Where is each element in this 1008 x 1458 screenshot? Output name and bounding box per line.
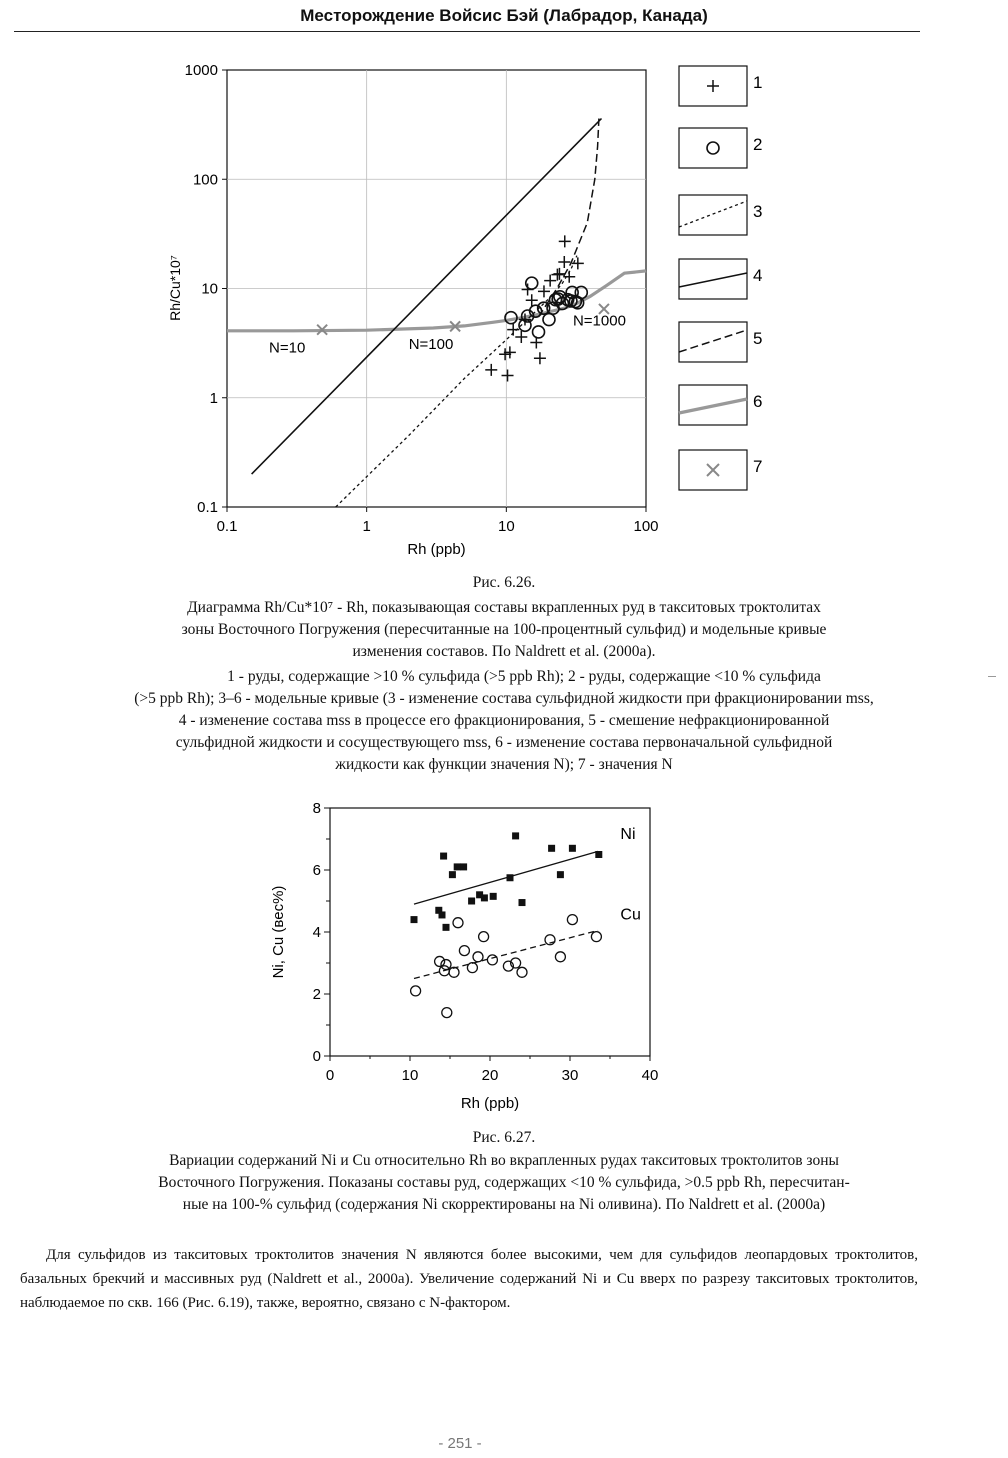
data-point-plus xyxy=(534,352,546,364)
body-paragraph: Для сульфидов из такситовых троктолитов значения N являются более высокими, чем для сульфидов леопардовых троктолитов, базальных брекчий и массивных руд (Naldrett et al., 2000a). Увеличение содержаний Ni и Cu вверх по разрезу такситовых троктолитов, наблюдаемое по скв. 166 (Рис. 6.19), также, вероятно, связано с N-фактором. xyxy=(20,1247,918,1311)
y-tick-label: 2 xyxy=(312,986,321,1003)
data-point-ni xyxy=(548,845,555,852)
figure-6-27-caption xyxy=(0,1150,1008,1216)
figure-6-26-number: Рис. 6.26. xyxy=(472,574,536,591)
legend-text-line: сульфидной жидкости и сосуществующего mss, 6 - изменение состава первоначальной сульфидной xyxy=(175,734,833,751)
y-tick-label: 4 xyxy=(312,924,321,941)
figure-6-26-caption xyxy=(0,597,1008,663)
data-point-cu xyxy=(442,1008,452,1018)
y-tick-label: 6 xyxy=(312,862,321,879)
data-point-cu xyxy=(453,918,463,928)
legend-box xyxy=(679,322,747,362)
legend-box xyxy=(679,128,747,168)
margin-mark xyxy=(988,676,996,677)
n-label: N=100 xyxy=(408,335,454,353)
data-point-plus xyxy=(544,275,556,287)
y-tick-label: 0.1 xyxy=(197,499,218,516)
x-axis-label: Rh (ppb) xyxy=(407,541,466,558)
data-point-plus xyxy=(572,257,584,269)
plot-frame xyxy=(330,808,650,1056)
model-curve-4 xyxy=(252,119,602,475)
x-tick-label: 40 xyxy=(641,1067,659,1084)
legend-key-label: 3 xyxy=(753,202,763,221)
data-point-cu xyxy=(517,967,527,977)
data-point-ni xyxy=(569,845,576,852)
data-point-plus xyxy=(515,331,527,343)
data-point-ni xyxy=(595,851,602,858)
data-point-cu xyxy=(467,963,477,973)
legend-key-label: 6 xyxy=(753,392,763,411)
n-label: N=1000 xyxy=(572,312,626,330)
x-tick-label: 0.1 xyxy=(216,518,238,535)
figure-6-26-legend-text xyxy=(0,666,1008,776)
series-label: Ni xyxy=(620,826,636,843)
data-point-ni xyxy=(440,853,447,860)
caption-line: ные на 100-% сульфид (содержания Ni скорректированы на Ni оливина). По Naldrett et al. (2000a) xyxy=(182,1196,826,1213)
data-point-plus xyxy=(485,364,497,376)
data-point-cu xyxy=(411,986,421,996)
legend-text-line: 1 - руды, содержащие >10 % сульфида (>5 ppb Rh); 2 - руды, содержащие <10 % сульфида xyxy=(227,668,821,685)
n-label: N=10 xyxy=(269,339,306,357)
data-point-plus xyxy=(502,369,514,381)
legend-key-label: 2 xyxy=(753,135,763,154)
data-point-ni xyxy=(454,863,461,870)
caption-line: Вариации содержаний Ni и Cu относительно Rh во вкрапленных рудах такситовых троктолитов зоны xyxy=(169,1152,839,1169)
legend-key-label: 4 xyxy=(753,266,763,285)
data-point-cu xyxy=(459,946,469,956)
legend-text-line: 4 - изменение состава mss в процессе его фракционирования, 5 - смешение нефракционированной xyxy=(178,712,830,729)
data-point-ni xyxy=(460,863,467,870)
x-tick-label: 100 xyxy=(633,518,659,535)
legend-key-label: 1 xyxy=(753,73,763,92)
x-tick-label: 20 xyxy=(481,1067,499,1084)
data-point-ni xyxy=(519,899,526,906)
data-point-plus xyxy=(559,235,571,247)
y-tick-label: 8 xyxy=(312,800,321,817)
model-curve-3 xyxy=(336,256,577,507)
x-tick-label: 10 xyxy=(497,518,515,535)
x-tick-label: 1 xyxy=(362,518,371,535)
y-axis-label: Ni, Cu (вес%) xyxy=(270,885,287,979)
legend-text-line: (>5 ppb Rh); 3–6 - модельные кривые (3 - изменение состава сульфидной жидкости при фракционировании mss, xyxy=(134,690,874,707)
y-tick-label: 100 xyxy=(192,171,218,189)
series-label: Cu xyxy=(620,906,641,924)
data-point-cu xyxy=(555,952,565,962)
data-point-cu xyxy=(591,932,601,942)
y-tick-label: 1 xyxy=(209,389,218,407)
data-point-plus xyxy=(553,268,565,280)
data-point-ni xyxy=(443,924,450,931)
caption-line: изменения составов. По Naldrett et al. (2000a). xyxy=(352,643,656,660)
data-point-ni xyxy=(490,893,497,900)
data-point-cu xyxy=(435,956,445,966)
caption-line: Восточного Погружения. Показаны составы руд, содержащих <10 % сульфида, >0.5 ppb Rh, пересчитан- xyxy=(158,1174,850,1191)
data-point-ni xyxy=(507,874,514,881)
y-tick-label: 10 xyxy=(201,280,218,298)
data-point-cu xyxy=(479,932,489,942)
data-point-plus xyxy=(507,324,519,336)
caption-line: зоны Восточного Погружения (пересчитанные на 100-процентный сульфид) и модельные кривые xyxy=(181,621,827,638)
data-point-ni xyxy=(468,898,475,905)
data-point-ni xyxy=(439,911,446,918)
trend-line-cu xyxy=(414,930,598,978)
data-point-cu xyxy=(567,915,577,925)
data-point-ni xyxy=(411,916,418,923)
data-point-plus xyxy=(538,285,550,297)
data-point-cu xyxy=(487,955,497,965)
data-point-cu xyxy=(441,960,451,970)
legend-box xyxy=(679,259,747,299)
y-axis-label: Rh/Cu*10⁷ xyxy=(167,255,183,321)
running-header: Месторождение Войсис Бэй (Лабрадор, Канада) xyxy=(300,6,708,25)
data-point-ni xyxy=(449,871,456,878)
data-point-circle xyxy=(533,326,545,338)
figure-6-27-number: Рис. 6.27. xyxy=(472,1129,536,1146)
y-tick-label: 1000 xyxy=(184,62,218,79)
page-number: - 251 - xyxy=(438,1435,482,1452)
y-tick-label: 0 xyxy=(312,1048,321,1065)
data-point-circle xyxy=(526,277,538,289)
legend-text-line: жидкости как функции значения N); 7 - значения N xyxy=(335,756,673,773)
legend-key-label: 5 xyxy=(753,329,763,348)
data-point-cu xyxy=(473,952,483,962)
x-tick-label: 10 xyxy=(401,1067,419,1084)
data-point-ni xyxy=(512,832,519,839)
caption-line: Диаграмма Rh/Cu*10⁷ - Rh, показывающая составы вкрапленных руд в такситовых троктолитах xyxy=(187,599,821,616)
x-axis-label: Rh (ppb) xyxy=(460,1095,520,1112)
legend-key-label: 7 xyxy=(753,457,763,476)
data-point-circle xyxy=(543,314,555,326)
legend-box xyxy=(679,195,747,235)
data-point-cu xyxy=(449,967,459,977)
x-tick-label: 30 xyxy=(561,1067,579,1084)
data-point-ni xyxy=(481,894,488,901)
data-point-plus xyxy=(558,256,570,268)
x-tick-label: 0 xyxy=(325,1067,335,1084)
data-point-ni xyxy=(557,871,564,878)
